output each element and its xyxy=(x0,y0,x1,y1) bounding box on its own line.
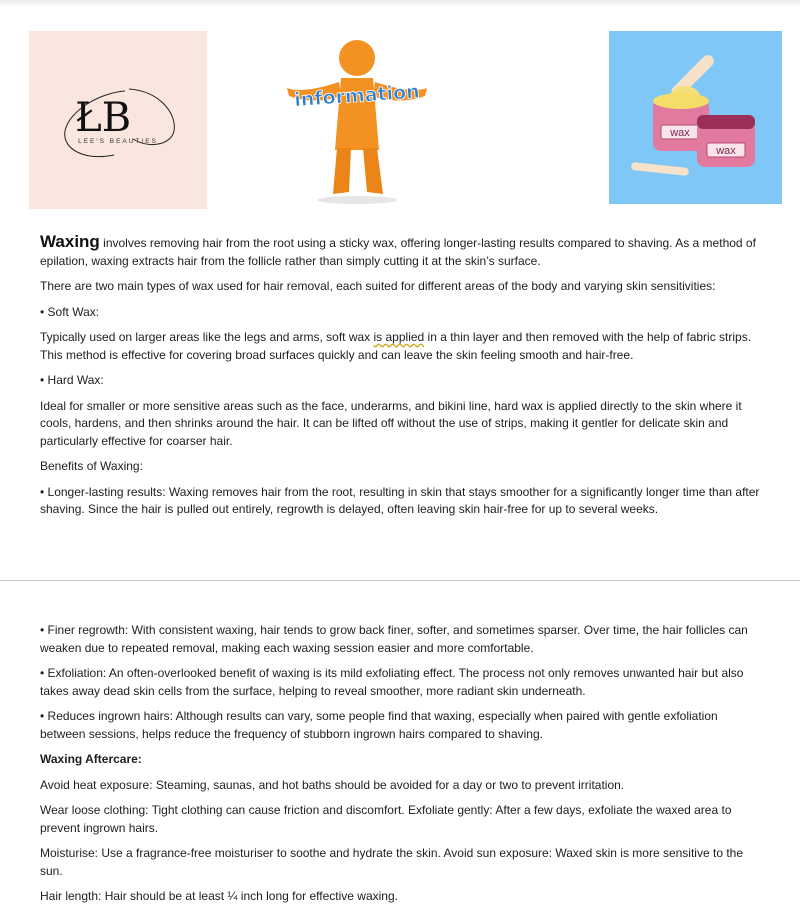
aftercare-moisturise: Moisturise: Use a fragrance-free moisturiser to soothe and hydrate the skin. Avoid sun exposure: Waxed skin is more sensitive to the sun. xyxy=(40,846,744,878)
logo-monogram: ŁB xyxy=(75,95,132,141)
logo-tagline: LEE'S BEAUTIES xyxy=(78,138,158,145)
intro-paragraph xyxy=(40,233,760,270)
benefit-ingrown-hairs: • Reduces ingrown hairs: Although results can vary, some people find that waxing, especially when paired with gentle exfoliation between sessions, helps reduce the frequency of stubborn ingrown hairs compared to shaving. xyxy=(40,709,718,741)
soft-wax-heading: • Soft Wax: xyxy=(40,304,100,319)
lees-beauties-logo xyxy=(29,31,207,209)
wax-label-1: wax xyxy=(670,127,690,139)
information-word: information xyxy=(293,80,421,112)
soft-wax-paragraph xyxy=(40,329,760,364)
benefit-finer-regrowth: • Finer regrowth: With consistent waxing, hair tends to grow back finer, softer, and sometimes sparser. Over time, the hair follicles can weaken due to repeated removal, making each waxing session easier and more comfortable. xyxy=(40,623,748,655)
wax-label-2: wax xyxy=(716,145,736,157)
aftercare-heading: Waxing Aftercare: xyxy=(40,752,142,766)
wax-jars-graphic xyxy=(609,31,782,204)
wax-jars-illustration xyxy=(609,31,782,204)
soft-wax-text-c: in a thin layer and then removed with the help of fabric strips. This method is effective for covering broad surfaces quickly and can leave the skin feeling smooth and hair-free. xyxy=(40,330,752,362)
benefits-heading: Benefits of Waxing: xyxy=(40,459,143,473)
aftercare-hair-length: Hair length: Hair should be at least ¼ inch long for effective waxing. xyxy=(40,889,398,903)
hard-wax-paragraph: Ideal for smaller or more sensitive areas such as the face, underarms, and bikini line, hard wax is applied directly to the skin where it cools, hardens, and then shrinks around the hair. It can be lifted off without the use of strips, making it gentler for delicate skin and particularly effective for coarser hair. xyxy=(40,398,742,448)
orange-figure-holding-word xyxy=(275,30,435,205)
aftercare-clothing: Wear loose clothing: Tight clothing can cause friction and discomfort. Exfoliate gently: After a few days, exfoliate the waxed area to prevent ingrown hairs. xyxy=(40,803,732,835)
intro-term: Waxing xyxy=(40,232,100,251)
benefit-longer-lasting: • Longer-lasting results: Waxing removes hair from the root, resulting in skin that stays smoother for a significantly longer time than after shaving. Since the hair is pulled out entirely, regrowth is delayed, often leaving skin hair-free for up to several weeks. xyxy=(40,484,760,516)
logo-graphic xyxy=(29,31,207,209)
page2-text xyxy=(40,622,760,914)
hard-wax-heading: • Hard Wax: xyxy=(40,373,104,387)
intro-text: involves removing hair from the root using a sticky wax, offering longer-lasting results compared to shaving. As a method of epilation, waxing extracts hair from the follicle rather than simply cutting it at the skin’s surface. xyxy=(40,236,756,268)
benefit-exfoliation: • Exfoliation: An often-overlooked benefit of waxing is its mild exfoliating effect. The process not only removes unwanted hair but also takes away dead skin cells from the surface, helping to reveal smoother, more radiant skin underneath. xyxy=(40,666,744,698)
soft-wax-text-a: Typically used on larger areas like the legs and arms, soft wax xyxy=(40,330,374,344)
document-page-2 xyxy=(0,581,800,916)
aftercare-heat: Avoid heat exposure: Steaming, saunas, and hot baths should be avoided for a day or two to prevent irritation. xyxy=(40,777,625,792)
page1-text xyxy=(40,233,760,527)
types-intro: There are two main types of wax used for hair removal, each suited for different areas of the body and varying skin sensitivities: xyxy=(40,279,716,293)
grammar-flag[interactable]: is applied xyxy=(373,330,425,344)
